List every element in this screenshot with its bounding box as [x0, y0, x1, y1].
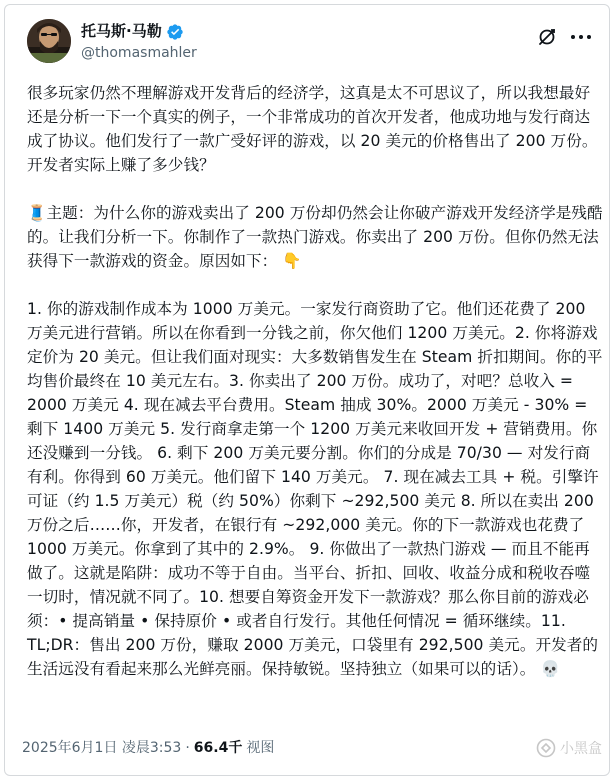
skull-icon: 💀 — [540, 660, 560, 678]
grok-icon[interactable] — [537, 27, 557, 47]
watermark — [536, 738, 602, 758]
tweet-paragraph-2-text: 主题：为什么你的游戏卖出了 200 万份却仍然会让你破产游戏开发经济学是残酷的。让我们分析一下。你制作了一款热门游戏。你卖出了 200 万份。但你仍然无法获得下一款游戏的资金。原因如下： — [27, 204, 603, 270]
tweet-header — [27, 19, 597, 65]
tweet-text — [27, 81, 603, 681]
tweet-paragraph-2 — [27, 201, 603, 273]
timestamp[interactable]: 2025年6月1日 凌晨3:53 — [22, 740, 182, 756]
watermark-text: 小黑盒 — [560, 741, 602, 757]
tweet-card — [4, 4, 610, 776]
views-count: 66.4千 — [193, 740, 243, 756]
pointing-down-icon: 👇 — [282, 252, 302, 270]
thread-spool-icon: 🧵 — [27, 204, 47, 222]
more-icon[interactable] — [571, 35, 593, 41]
display-name[interactable]: 托马斯·马勒 — [81, 22, 162, 40]
display-name-row — [81, 21, 197, 42]
author-handle[interactable]: @thomasmahler — [81, 45, 197, 61]
avatar-image — [27, 19, 71, 63]
avatar[interactable] — [27, 19, 71, 63]
views-label: 视图 — [246, 740, 275, 756]
tweet-paragraph-3 — [27, 297, 603, 681]
tweet-paragraph-3-text: 1. 你的游戏制作成本为 1000 万美元。一家发行商资助了它。他们还花费了 200 万美元进行营销。所以在你看到一分钱之前，你欠他们 1200 万美元。2. 你将游戏定价为 20 美元。但让我们面对现实：大多数销售发生在 Steam 折扣期间。你的平均售价最终在 10 美元左右。3. 你卖出了 200 万份。成功了，对吧？总收入 = 2000 万美元 4. 现在减去平台费用。Steam 抽成 30%。2000 万美元 - 30% = 剩下 1400 万美元 5. 发行商拿走第一个 1200 万美元来收回开发 + 营销费用。你还没赚到一分钱。 6. 剩下 200 万美元要分割。你们的分成是 70/30 — 对发行商有利。你得到 60 万美元。他们留下 140 万美元。 7. 现在减去工具 + 税。引擎许可证（约 1.5 万美元）税（约 50%）你剩下 ~292,500 美元 8. 所以在卖出 200 万份之后……你，开发者，在银行有 ~292,000 美元。你的下一款游戏也花费了 1000 万美元。你拿到了其中的 2.9%。 9. 你做出了一款热门游戏 — 而且不能再做了。这就是陷阱：成功不等于自由。当平台、折扣、回收、收益分成和税收吞噬一切时，情况就不同了。10. 想要自筹资金开发下一款游戏？那么你目前的游戏必须：• 提高销量 • 保持原价 • 或者自行发行。其他任何情况 = 循环继续。11. TL;DR：售出 200 万份，赚取 2000 万美元，口袋里有 292,500 美元。开发者的生活远没有看起来那么光鲜亮丽。保持敏锐。坚持独立（如果可以的话）。 — [27, 300, 603, 678]
tweet-paragraph-1: 很多玩家仍然不理解游戏开发背后的经济学，这真是太不可思议了，所以我想最好还是分析一下一个真实的例子，一个非常成功的首次开发者，他成功地与发行商达成了协议。他们发行了一款广受好评的游戏，以 20 美元的价格售出了 200 万份。开发者实际上赚了多少钱？ — [27, 84, 598, 174]
meta-separator: · — [185, 740, 190, 756]
author-names — [81, 21, 197, 63]
watermark-logo-icon — [536, 738, 556, 758]
tweet-meta — [22, 738, 274, 758]
verified-badge-icon — [166, 23, 184, 41]
